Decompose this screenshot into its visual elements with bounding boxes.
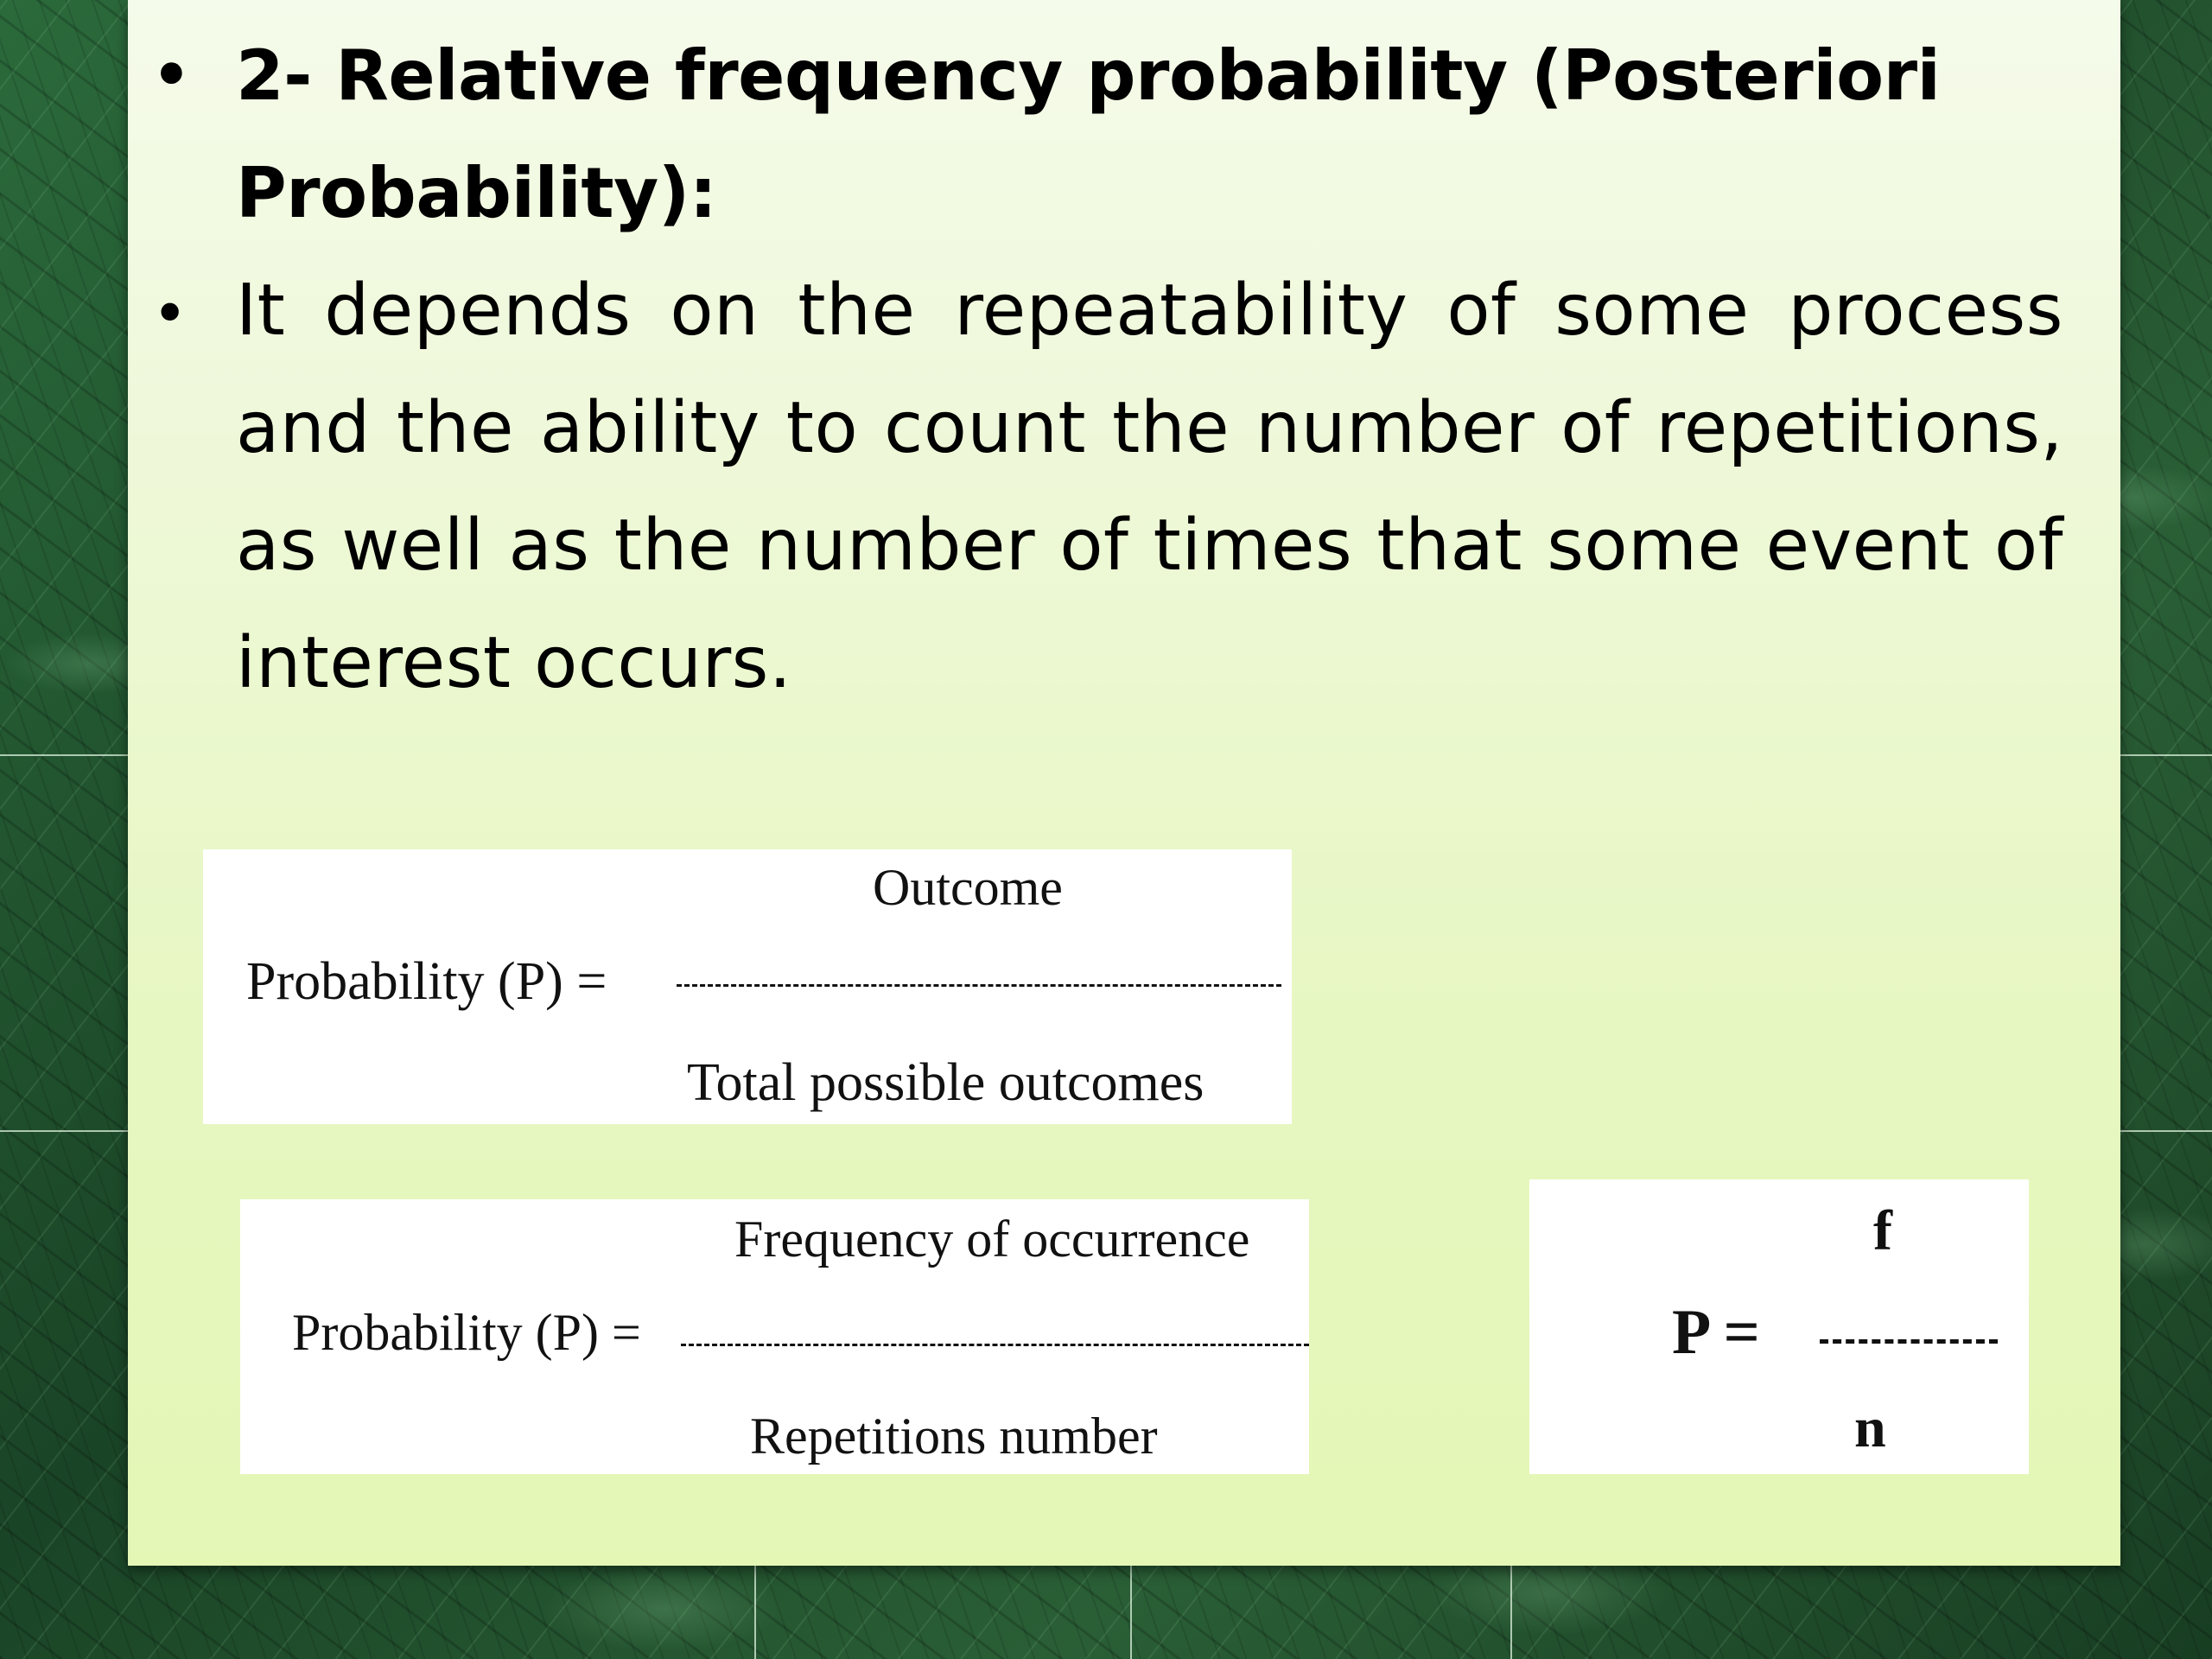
formula-denominator: Total possible outcomes: [687, 1053, 1205, 1112]
body-text: It depends on the repeatability of some process and the ability to count the number of repetitions, as well as the number of times that some event of interest occurs.: [236, 270, 2063, 704]
formula-denominator: n: [1854, 1396, 1886, 1459]
slide-heading: [128, 17, 2120, 252]
slide-body-paragraph: [128, 252, 2098, 722]
formula-numerator: Outcome: [873, 859, 1063, 916]
classical-probability-formula: [203, 849, 1292, 1124]
short-probability-formula: [1529, 1179, 2029, 1474]
heading-text: 2- Relative frequency probability (Posteriori Probability):: [236, 35, 1941, 233]
fraction-bar: [677, 984, 1281, 987]
formula-lhs: Probability (P) =: [246, 952, 607, 1011]
formula-denominator: Repetitions number: [750, 1408, 1158, 1465]
bullet-icon: •: [152, 278, 188, 349]
frequency-probability-formula: [240, 1199, 1309, 1474]
slide-content-panel: [128, 0, 2120, 1566]
formula-lhs: Probability (P) =: [292, 1304, 641, 1361]
formula-lhs: P =: [1672, 1297, 1760, 1368]
fraction-bar: [1820, 1339, 1998, 1344]
bullet-icon: •: [152, 40, 191, 111]
fraction-bar: [681, 1344, 1309, 1346]
formula-numerator: f: [1873, 1199, 1892, 1262]
formula-numerator: Frequency of occurrence: [734, 1211, 1250, 1268]
bullet-list: [128, 17, 2120, 722]
